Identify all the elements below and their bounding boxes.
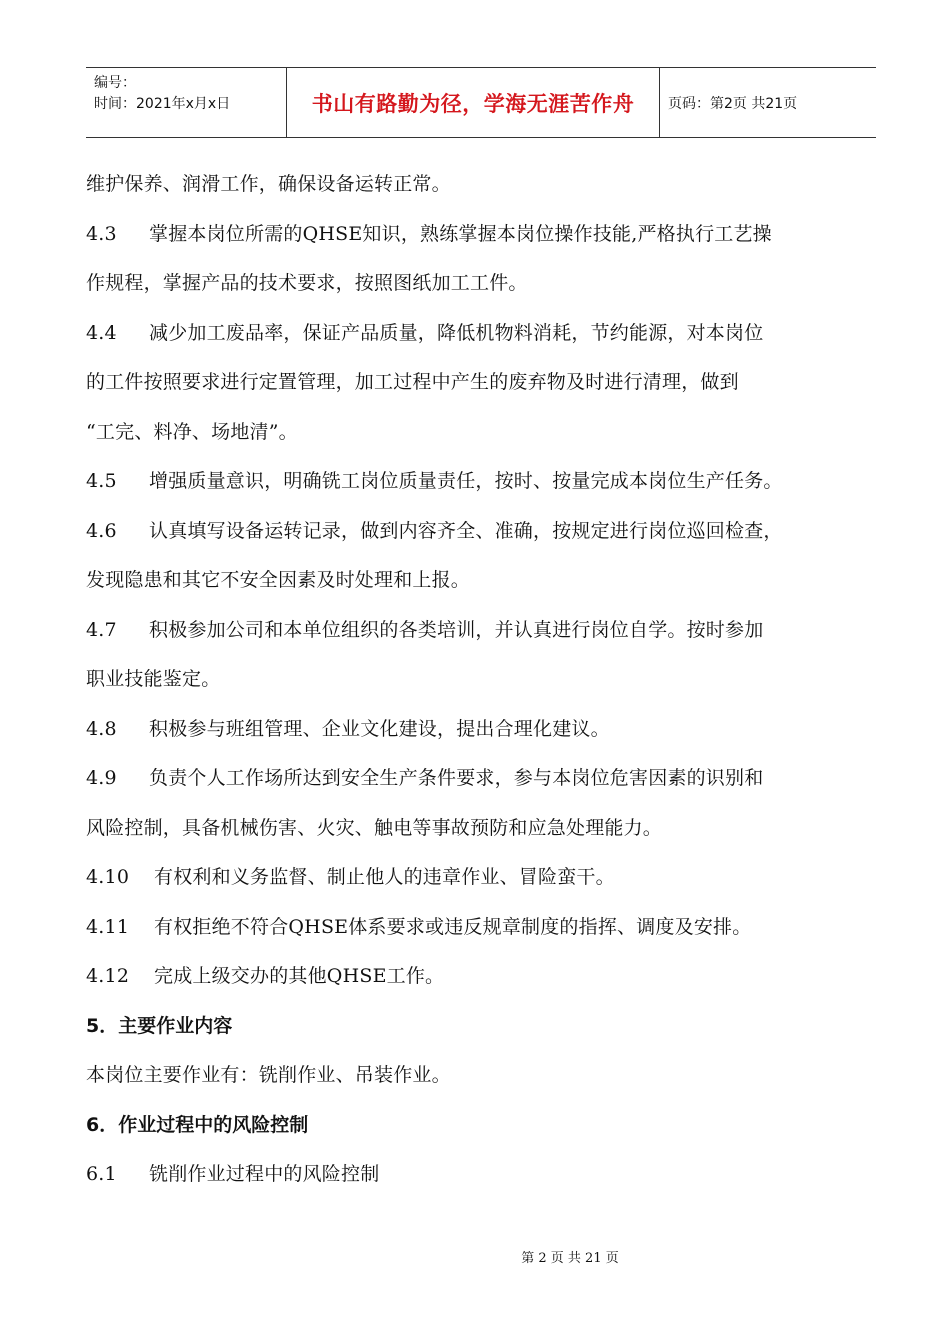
section-heading: 6．作业过程中的风险控制 <box>86 1113 309 1136</box>
clause-number: 4.5 <box>86 470 117 492</box>
clause-number: 4.12 <box>86 965 130 987</box>
paragraph: 4.11 有权拒绝不符合QHSE体系要求或违反规章制度的指挥、调度及安排。 <box>86 903 881 953</box>
paragraph: 维护保养、润滑工作，确保设备运转正常。 <box>86 173 451 195</box>
paragraph: 4.9 负责个人工作场所达到安全生产条件要求，参与本岗位危害因素的识别和 <box>86 754 881 804</box>
paragraph: 职业技能鉴定。 <box>86 668 221 690</box>
clause-number: 4.6 <box>86 519 117 542</box>
paragraph: 4.5 增强质量意识，明确铣工岗位质量责任，按时、按量完成本岗位生产任务。 <box>86 457 881 507</box>
document-header <box>86 67 876 138</box>
document-body <box>86 160 881 1200</box>
clause-number: 4.7 <box>86 618 117 641</box>
paragraph: 4.4 减少加工废品率，保证产品质量，降低机物料消耗，节约能源，对本岗位 <box>86 309 881 359</box>
paragraph: 4.8 积极参与班组管理、企业文化建设，提出合理化建议。 <box>86 705 881 755</box>
serial-number-label: 编号： <box>94 75 136 91</box>
clause-number: 6.1 <box>86 1163 117 1185</box>
section-heading: 5．主要作业内容 <box>86 1014 233 1037</box>
page-footer: 第 2 页 共 21 页 <box>521 1251 619 1266</box>
paragraph: 风险控制，具备机械伤害、火灾、触电等事故预防和应急处理能力。 <box>86 816 663 839</box>
paragraph: “工完、料净、场地清”。 <box>86 420 298 443</box>
header-motto: 书山有路勤为径，学海无涯苦作舟 <box>287 68 660 137</box>
paragraph: 4.7 积极参加公司和本单位组织的各类培训，并认真进行岗位自学。按时参加 <box>86 606 881 656</box>
paragraph: 4.3 掌握本岗位所需的QHSE知识，熟练掌握本岗位操作技能,严格执行工艺操 <box>86 210 881 260</box>
header-meta-cell <box>86 68 287 137</box>
clause-number: 4.11 <box>86 915 130 938</box>
clause-number: 4.3 <box>86 222 117 245</box>
paragraph: 4.12 完成上级交办的其他QHSE工作。 <box>86 952 881 1002</box>
header-page-info: 页码：第2页 共21页 <box>668 95 798 112</box>
paragraph: 作规程，掌握产品的技术要求，按照图纸加工工件。 <box>86 272 528 294</box>
clause-number: 4.4 <box>86 321 117 344</box>
time-label: 时间：2021年x月x日 <box>94 96 231 112</box>
clause-number: 4.9 <box>86 767 117 789</box>
clause-number: 4.10 <box>86 866 130 888</box>
paragraph: 4.6 认真填写设备运转记录，做到内容齐全、准确，按规定进行岗位巡回检查， <box>86 507 881 557</box>
paragraph: 本岗位主要作业有：铣削作业、吊装作业。 <box>86 1064 451 1086</box>
paragraph: 4.10 有权利和义务监督、制止他人的违章作业、冒险蛮干。 <box>86 853 881 903</box>
paragraph: 发现隐患和其它不安全因素及时处理和上报。 <box>86 569 471 591</box>
paragraph: 6.1 铣削作业过程中的风险控制 <box>86 1150 881 1200</box>
clause-number: 4.8 <box>86 717 117 740</box>
paragraph: 的工件按照要求进行定置管理，加工过程中产生的废弃物及时进行清理，做到 <box>86 371 739 393</box>
